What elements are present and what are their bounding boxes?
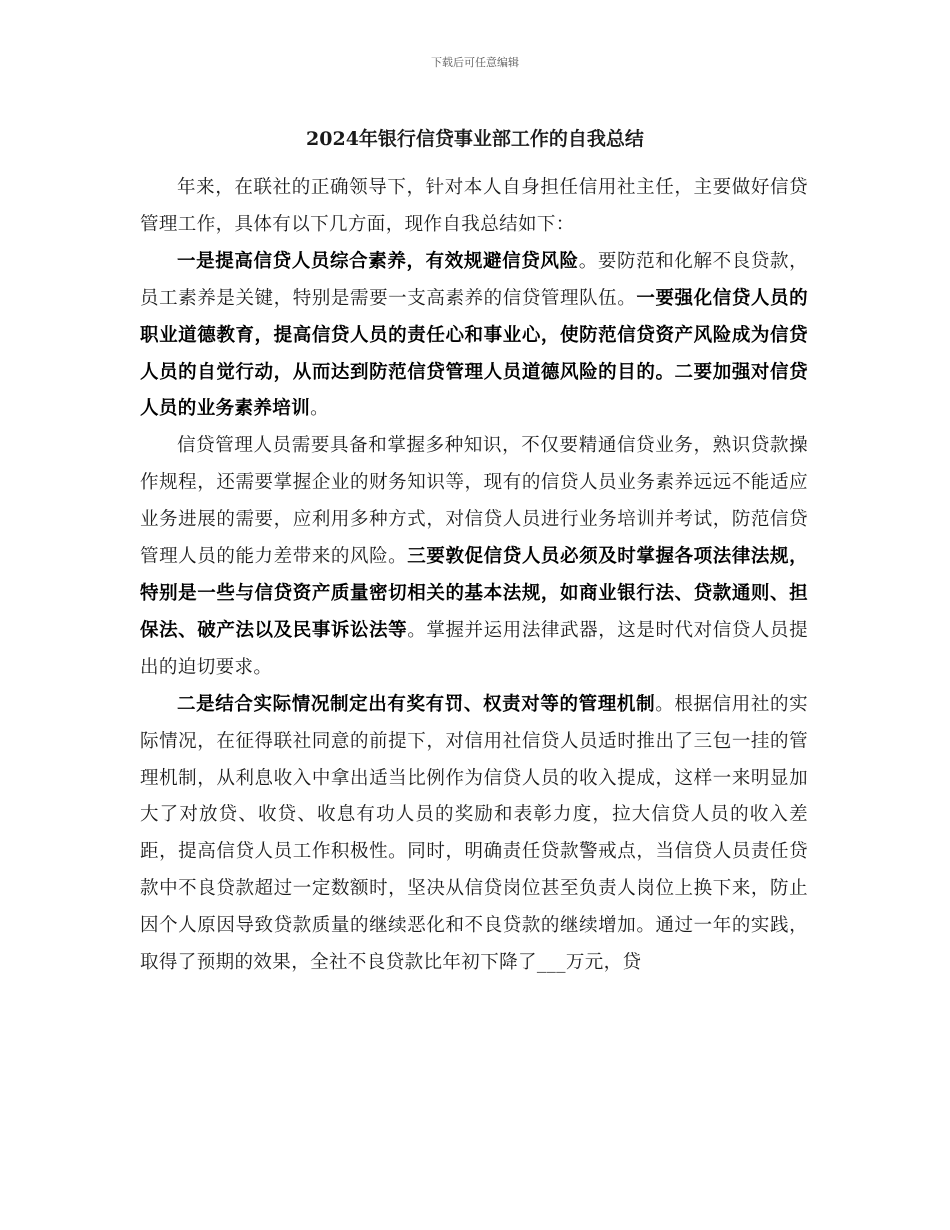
bold-heading-segment: 一是提高信贷人员综合素养，有效规避信贷风险	[177, 250, 579, 272]
header-note: 下载后可任意编辑	[431, 56, 519, 69]
text-segment: 。根据信用社的实际情况，在征得联社同意的前提下，对信用社信贷人员适时推出了三包一挂的管理机制，从利息收入中拿出适当比例作为信贷人员的收入提成，这样一来明显加大了对放贷、收贷、收息有功人员的奖励和表彰力度，拉大信贷人员的收入差距，提高信贷人员工作积极性。同时，明确责任贷款警戒点，当信贷人员责任贷款中不良贷款超过一定数额时，坚决从信贷岗位甚至负责人岗位上换下来，防止因个人原因导致贷款质量的继续恶化和不良贷款的继续增加。通过一年的实践，取得了预期的效果，全社不良贷款比年初下降了___万元，贷	[140, 693, 808, 974]
text-segment: 年来，在联社的正确领导下，针对本人自身担任信用社主任，主要做好信贷管理工作，具体有以下几方面，现作自我总结如下：	[140, 177, 808, 235]
text-segment: 。	[310, 398, 330, 420]
bold-text-segment: 三要敦促信贷人员必须及时掌握各项法律法规，特别是一些与信贷资产质量密切相关的基本法规，如商业银行法、贷款通则、担保法、破产法以及民事诉讼法等	[140, 546, 808, 641]
bold-heading-segment: 二是结合实际情况制定出有奖有罚、权责对等的管理机制	[177, 693, 656, 715]
bold-text-segment: 一要强化信贷人员的职业道德教育，提高信贷人员的责任心和事业心，使防范信贷资产风险成为信贷人员的自觉行动，从而达到防范信贷管理人员道德风险的目的。二要加强对信贷人员的业务素养培训	[140, 287, 809, 420]
document-body	[140, 170, 808, 982]
page-title: 2024年银行信贷事业部工作的自我总结	[306, 128, 644, 150]
paragraph-training	[140, 428, 808, 686]
paragraph-point-two	[140, 687, 808, 982]
paragraph-point-one	[140, 244, 808, 429]
text-segment: 。掌握并运用法律武器，这是时代对信贷人员提出的迫切要求。	[140, 619, 808, 678]
text-segment: 信贷管理人员需要具备和掌握多种知识，不仅要精通信贷业务，熟识贷款操作规程，还需要掌握企业的财务知识等，现有的信贷人员业务素养远远不能适应业务进展的需要，应利用多种方式，对信贷人员进行业务培训并考试，防范信贷管理人员的能力差带来的风险。	[140, 435, 808, 568]
paragraph-intro	[140, 170, 808, 244]
text-segment: 。要防范和化解不良贷款，员工素养是关键，特别是需要一支高素养的信贷管理队伍。	[140, 250, 808, 309]
